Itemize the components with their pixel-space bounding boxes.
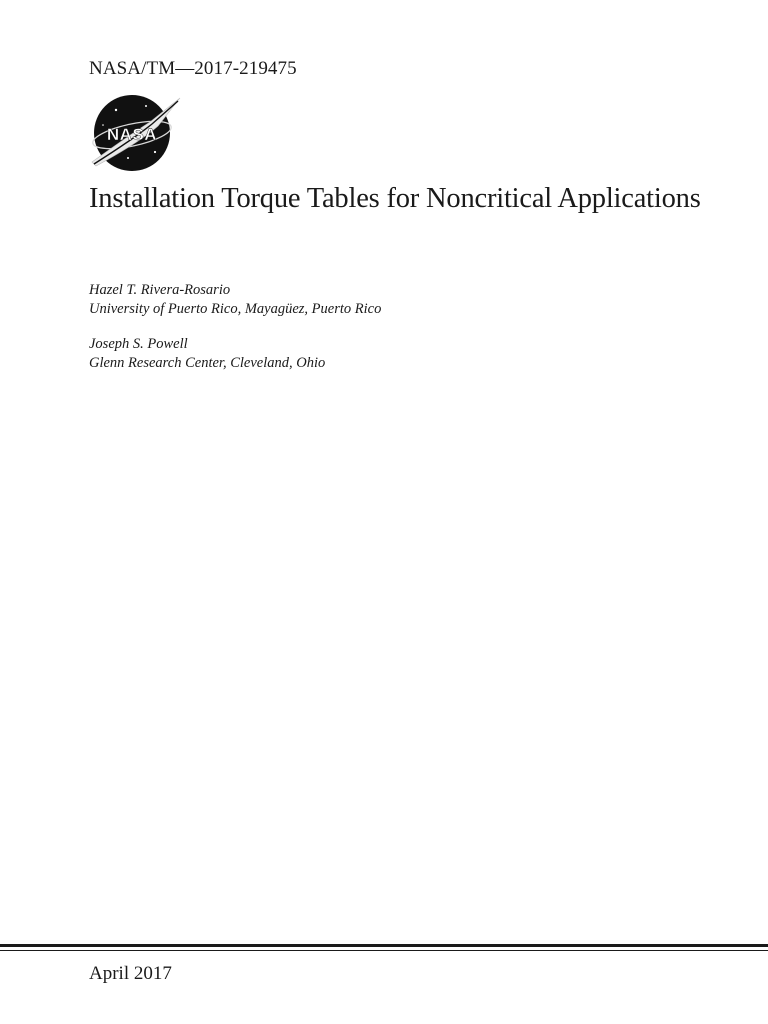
publication-date: April 2017	[89, 963, 172, 984]
document-title: Installation Torque Tables for Noncritical Applications	[89, 183, 701, 214]
nasa-wordmark: NASA	[106, 125, 158, 144]
author-block-1	[89, 281, 381, 319]
nasa-meatball-icon	[88, 92, 184, 174]
footer-rule-thin	[0, 950, 768, 951]
author-name: Joseph S. Powell	[89, 336, 188, 352]
nasa-logo	[88, 92, 184, 174]
author-name: Hazel T. Rivera-Rosario	[89, 282, 231, 298]
author-affiliation: University of Puerto Rico, Mayagüez, Puerto Rico	[89, 301, 382, 317]
author-block-2	[89, 335, 325, 373]
footer-rule-thick	[0, 944, 768, 947]
author-affiliation: Glenn Research Center, Cleveland, Ohio	[89, 355, 326, 371]
report-number: NASA/TM—2017-219475	[89, 58, 297, 79]
